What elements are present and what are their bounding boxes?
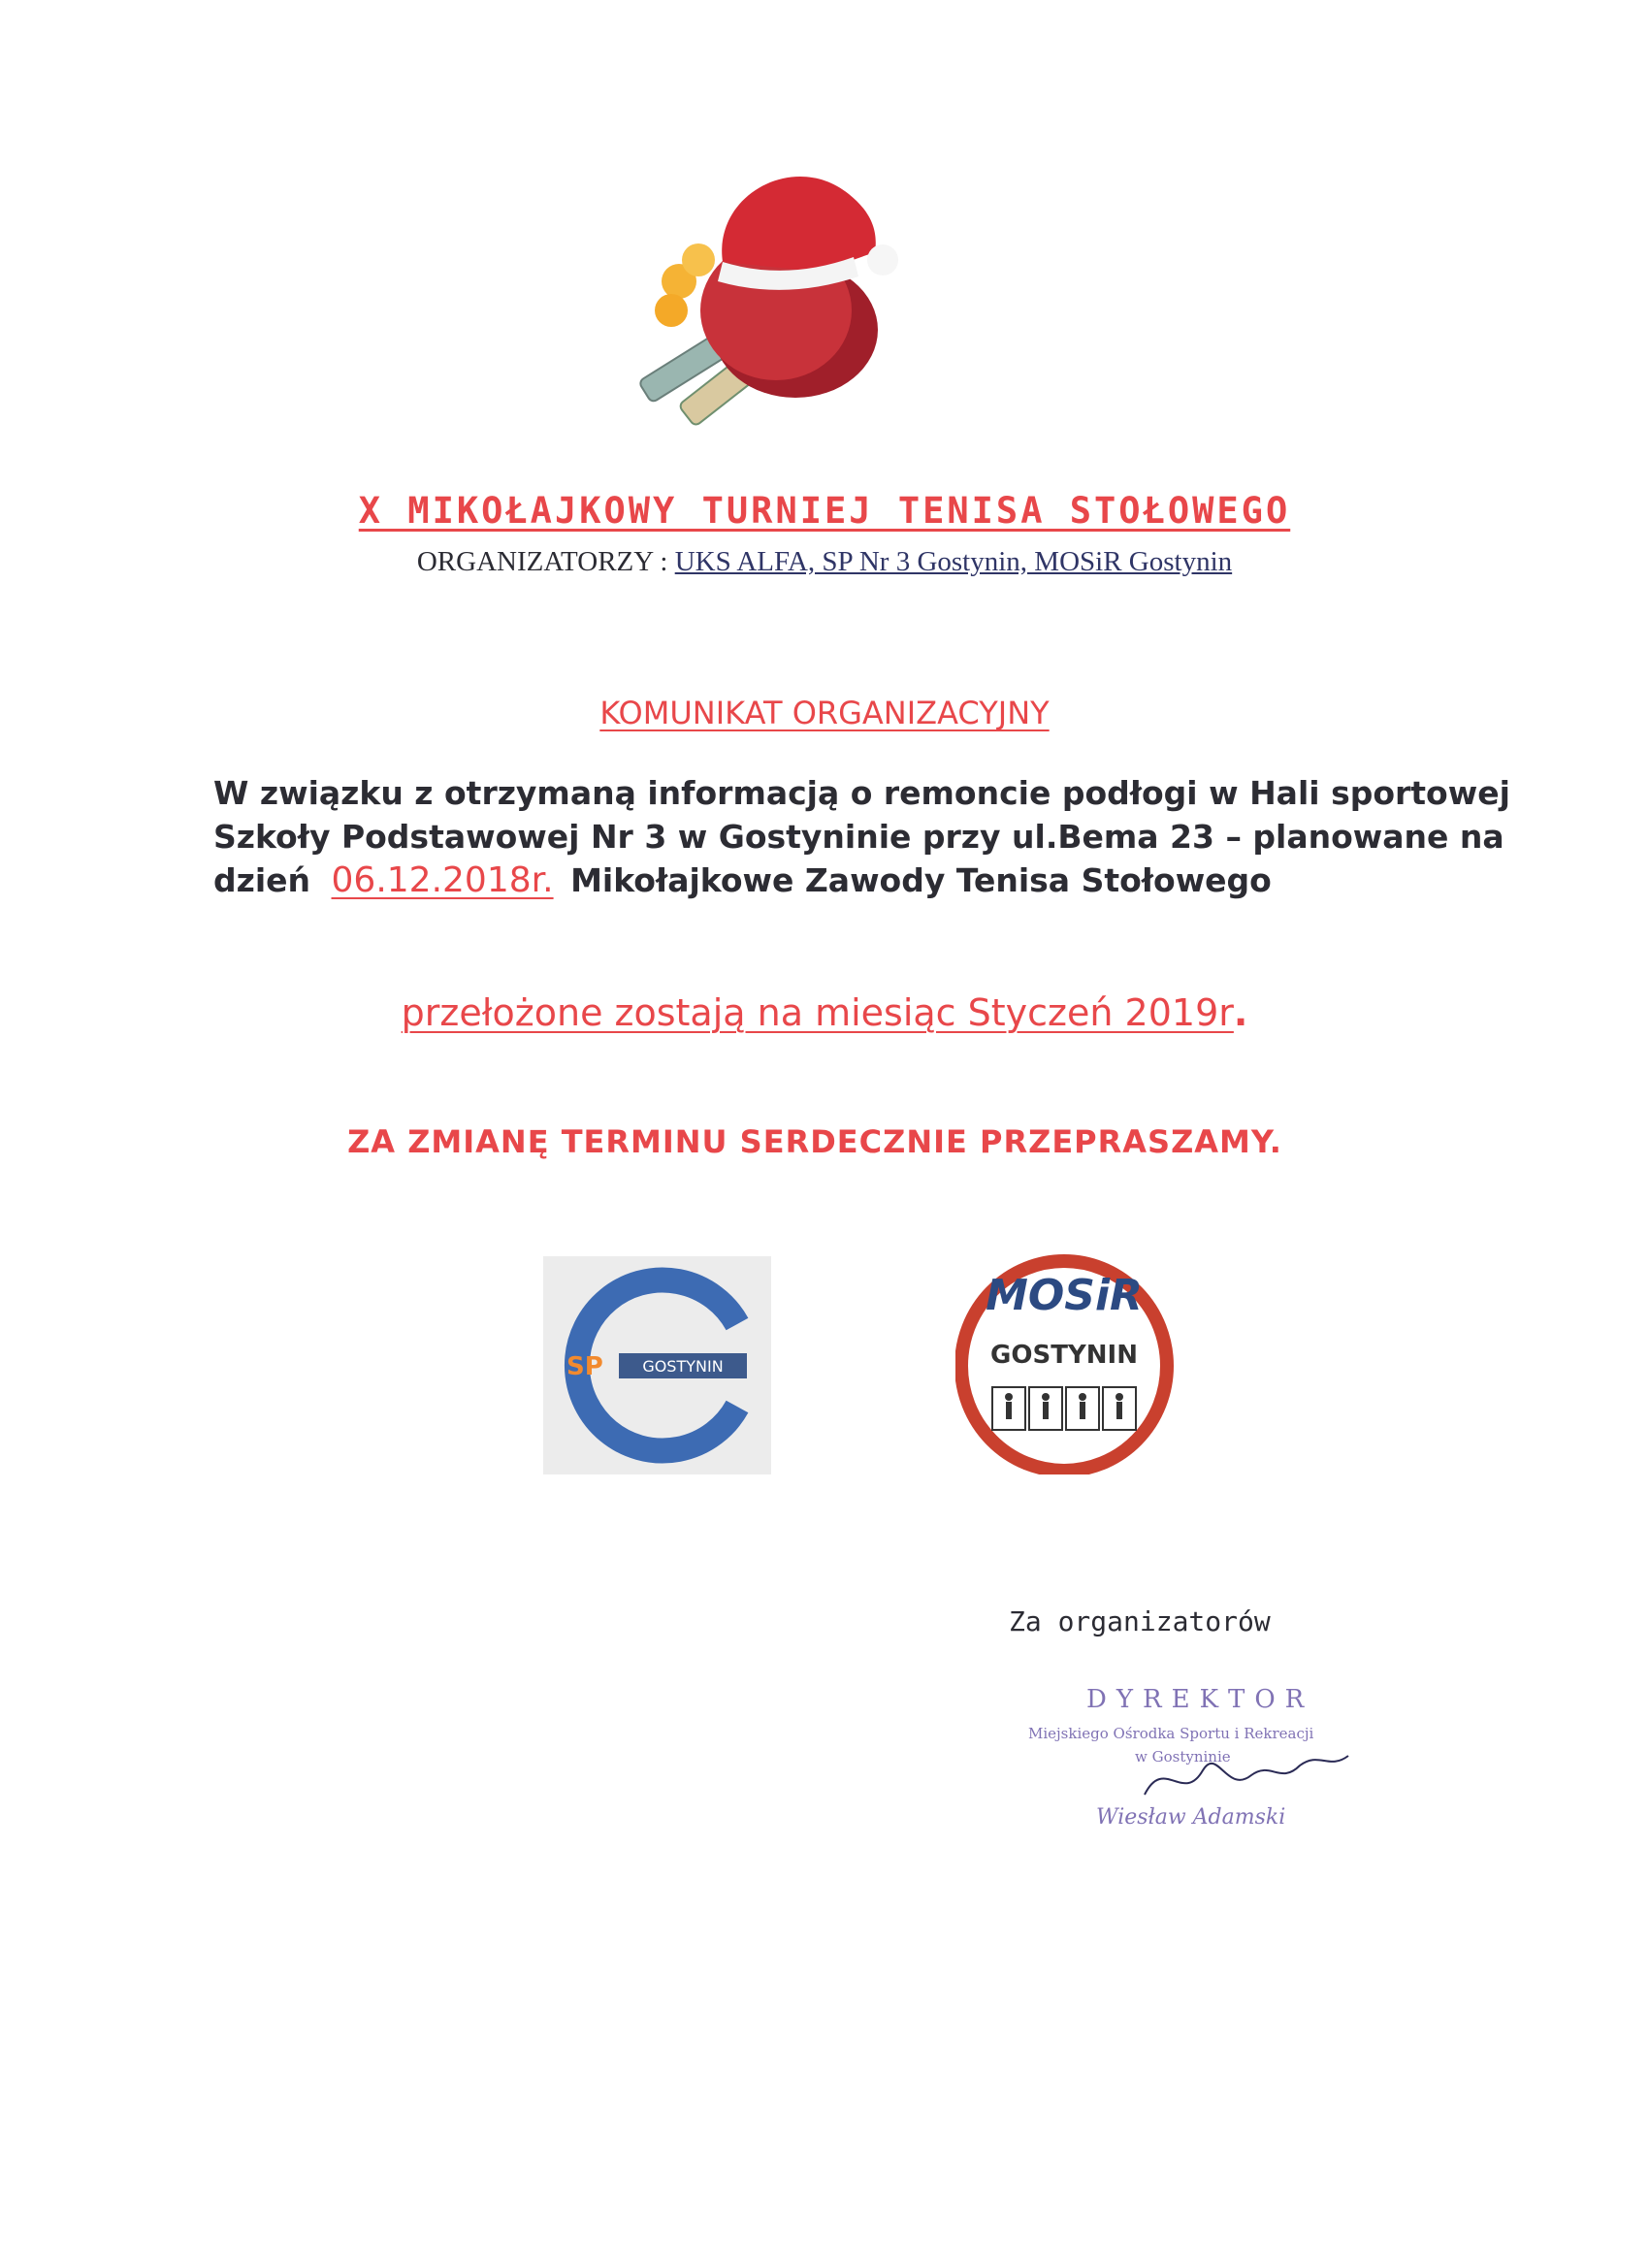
director-stamp [1009,1678,1397,1833]
sp-gostynin-logo [543,1256,771,1474]
apology-line: ZA ZMIANĘ TERMINU SERDECZNIE PRZEPRASZAMY. [347,1123,1282,1160]
notice-heading-text: KOMUNIKAT ORGANIZACYJNY [599,695,1050,731]
stamp-line2: w Gostyninie [1135,1748,1231,1766]
notice-body-part1: W związku z otrzymaną informacją o remoncie podłogi w Hali sportowej Szkoły Podstawowej Nr 3 w Gostyninie przy ul.Bema 23 – planowane na dzień [213,774,1510,899]
title-block [0,490,1649,532]
mosir-logo-top-text: MOSiR [986,1271,1143,1320]
page-title: X MIKOŁAJKOWY TURNIEJ TENISA STOŁOWEGO [358,490,1291,532]
notice-heading [0,695,1649,731]
postponed-text: przełożone zostają na miesiąc Styczeń 2019r [401,991,1234,1034]
sp-logo-right-text: GOSTYNIN [642,1357,724,1376]
santa-hat-paddles-illustration [621,155,912,437]
mosir-gostynin-logo [955,1251,1174,1474]
stamp-title: DYREKTOR [1086,1685,1314,1714]
sp-logo-left-text: SP [566,1352,603,1381]
stamp-name: Wiesław Adamski [1096,1805,1286,1830]
organizers-line [0,546,1649,578]
mosir-logo-bottom-text: GOSTYNIN [990,1341,1138,1370]
notice-body [213,771,1552,902]
postponed-end: . [1233,991,1248,1034]
signoff-text: Za organizatorów [1009,1605,1271,1637]
organizers-list: UKS ALFA, SP Nr 3 Gostynin, MOSiR Gostynin [674,546,1233,577]
organizers-label: ORGANIZATORZY : [416,546,675,577]
event-date: 06.12.2018r. [331,860,554,900]
postponed-line [0,991,1649,1034]
notice-body-part2: Mikołajkowe Zawody Tenisa Stołowego [570,861,1272,899]
stamp-line1: Miejskiego Ośrodka Sportu i Rekreacji [1028,1725,1314,1742]
